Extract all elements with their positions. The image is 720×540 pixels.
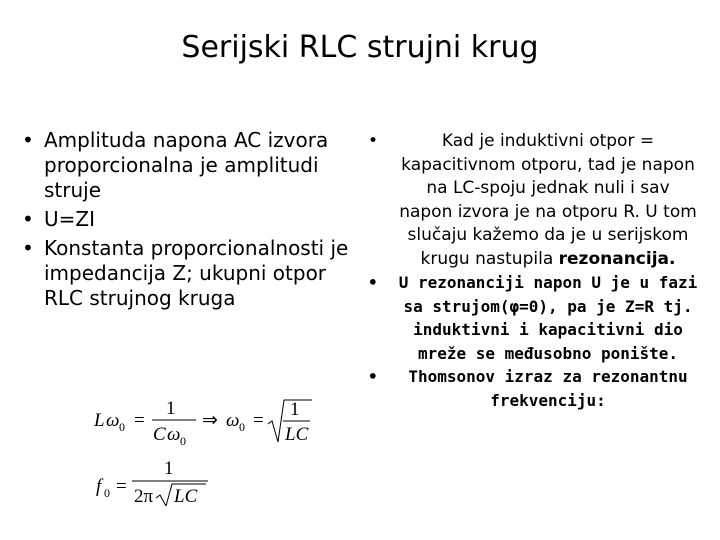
list-item xyxy=(368,365,698,412)
resonance-description: Kad je induktivni otpor = kapacitivnom otporu, tad je napon na LC-spoju jednak nuli i sav napon izvora je na otporu R. U tom slučaju kažemo da je u serijskom krugu nastupila xyxy=(399,131,697,269)
list-item-text: Amplituda napona AC izvora proporcionalna je amplitudi struje xyxy=(44,128,329,202)
left-bullet-list xyxy=(22,128,352,315)
formula-sub0: 0 xyxy=(119,420,125,434)
formula-LC: LC xyxy=(285,424,309,445)
formula-2pi: 2π xyxy=(134,486,154,506)
formula-sub0: 0 xyxy=(104,486,110,500)
omega-formula xyxy=(93,398,312,448)
frequency-formula xyxy=(96,458,208,506)
formula-omega: ω xyxy=(167,424,181,445)
formula-equals: = xyxy=(134,410,145,431)
formula-f: f xyxy=(96,476,102,497)
list-item-text xyxy=(398,130,698,271)
formula-one: 1 xyxy=(164,458,174,479)
right-bullet-list xyxy=(368,130,698,412)
list-item xyxy=(22,128,352,203)
formula-one: 1 xyxy=(166,398,176,419)
formula-sub0: 0 xyxy=(239,420,245,434)
formula-arrow: ⇒ xyxy=(202,410,218,431)
page-title: Serijski RLC strujni krug xyxy=(181,30,539,65)
formula-L: L xyxy=(94,410,105,431)
list-item xyxy=(22,236,352,311)
formula-equals: = xyxy=(253,410,264,431)
list-item xyxy=(368,271,698,365)
resonance-formulas xyxy=(90,396,320,506)
formula-C: C xyxy=(153,424,166,445)
formula-equals: = xyxy=(116,476,127,497)
list-item xyxy=(22,207,352,232)
resonance-term: rezonancija. xyxy=(558,248,676,269)
formula-one: 1 xyxy=(290,399,300,420)
formula-omega: ω xyxy=(106,410,120,431)
formula-omega: ω xyxy=(226,410,240,431)
formula-sub0: 0 xyxy=(180,434,186,448)
list-item-text: • Thomsonov izraz za rezonantnu frekvenciju: xyxy=(408,367,688,410)
list-item-text: • U rezonanciji napon U je u fazi sa strujom(φ=0), pa je Z=R tj. induktivni i kapacitivni dio mreže se međusobno ponište. xyxy=(398,273,698,363)
list-item-text: U=ZI xyxy=(44,207,95,231)
formula-LC: LC xyxy=(174,486,198,506)
list-item xyxy=(368,130,698,271)
list-item-text: Konstanta proporcionalnosti je impedancija Z; ukupni otpor RLC strujnog kruga xyxy=(44,236,349,310)
